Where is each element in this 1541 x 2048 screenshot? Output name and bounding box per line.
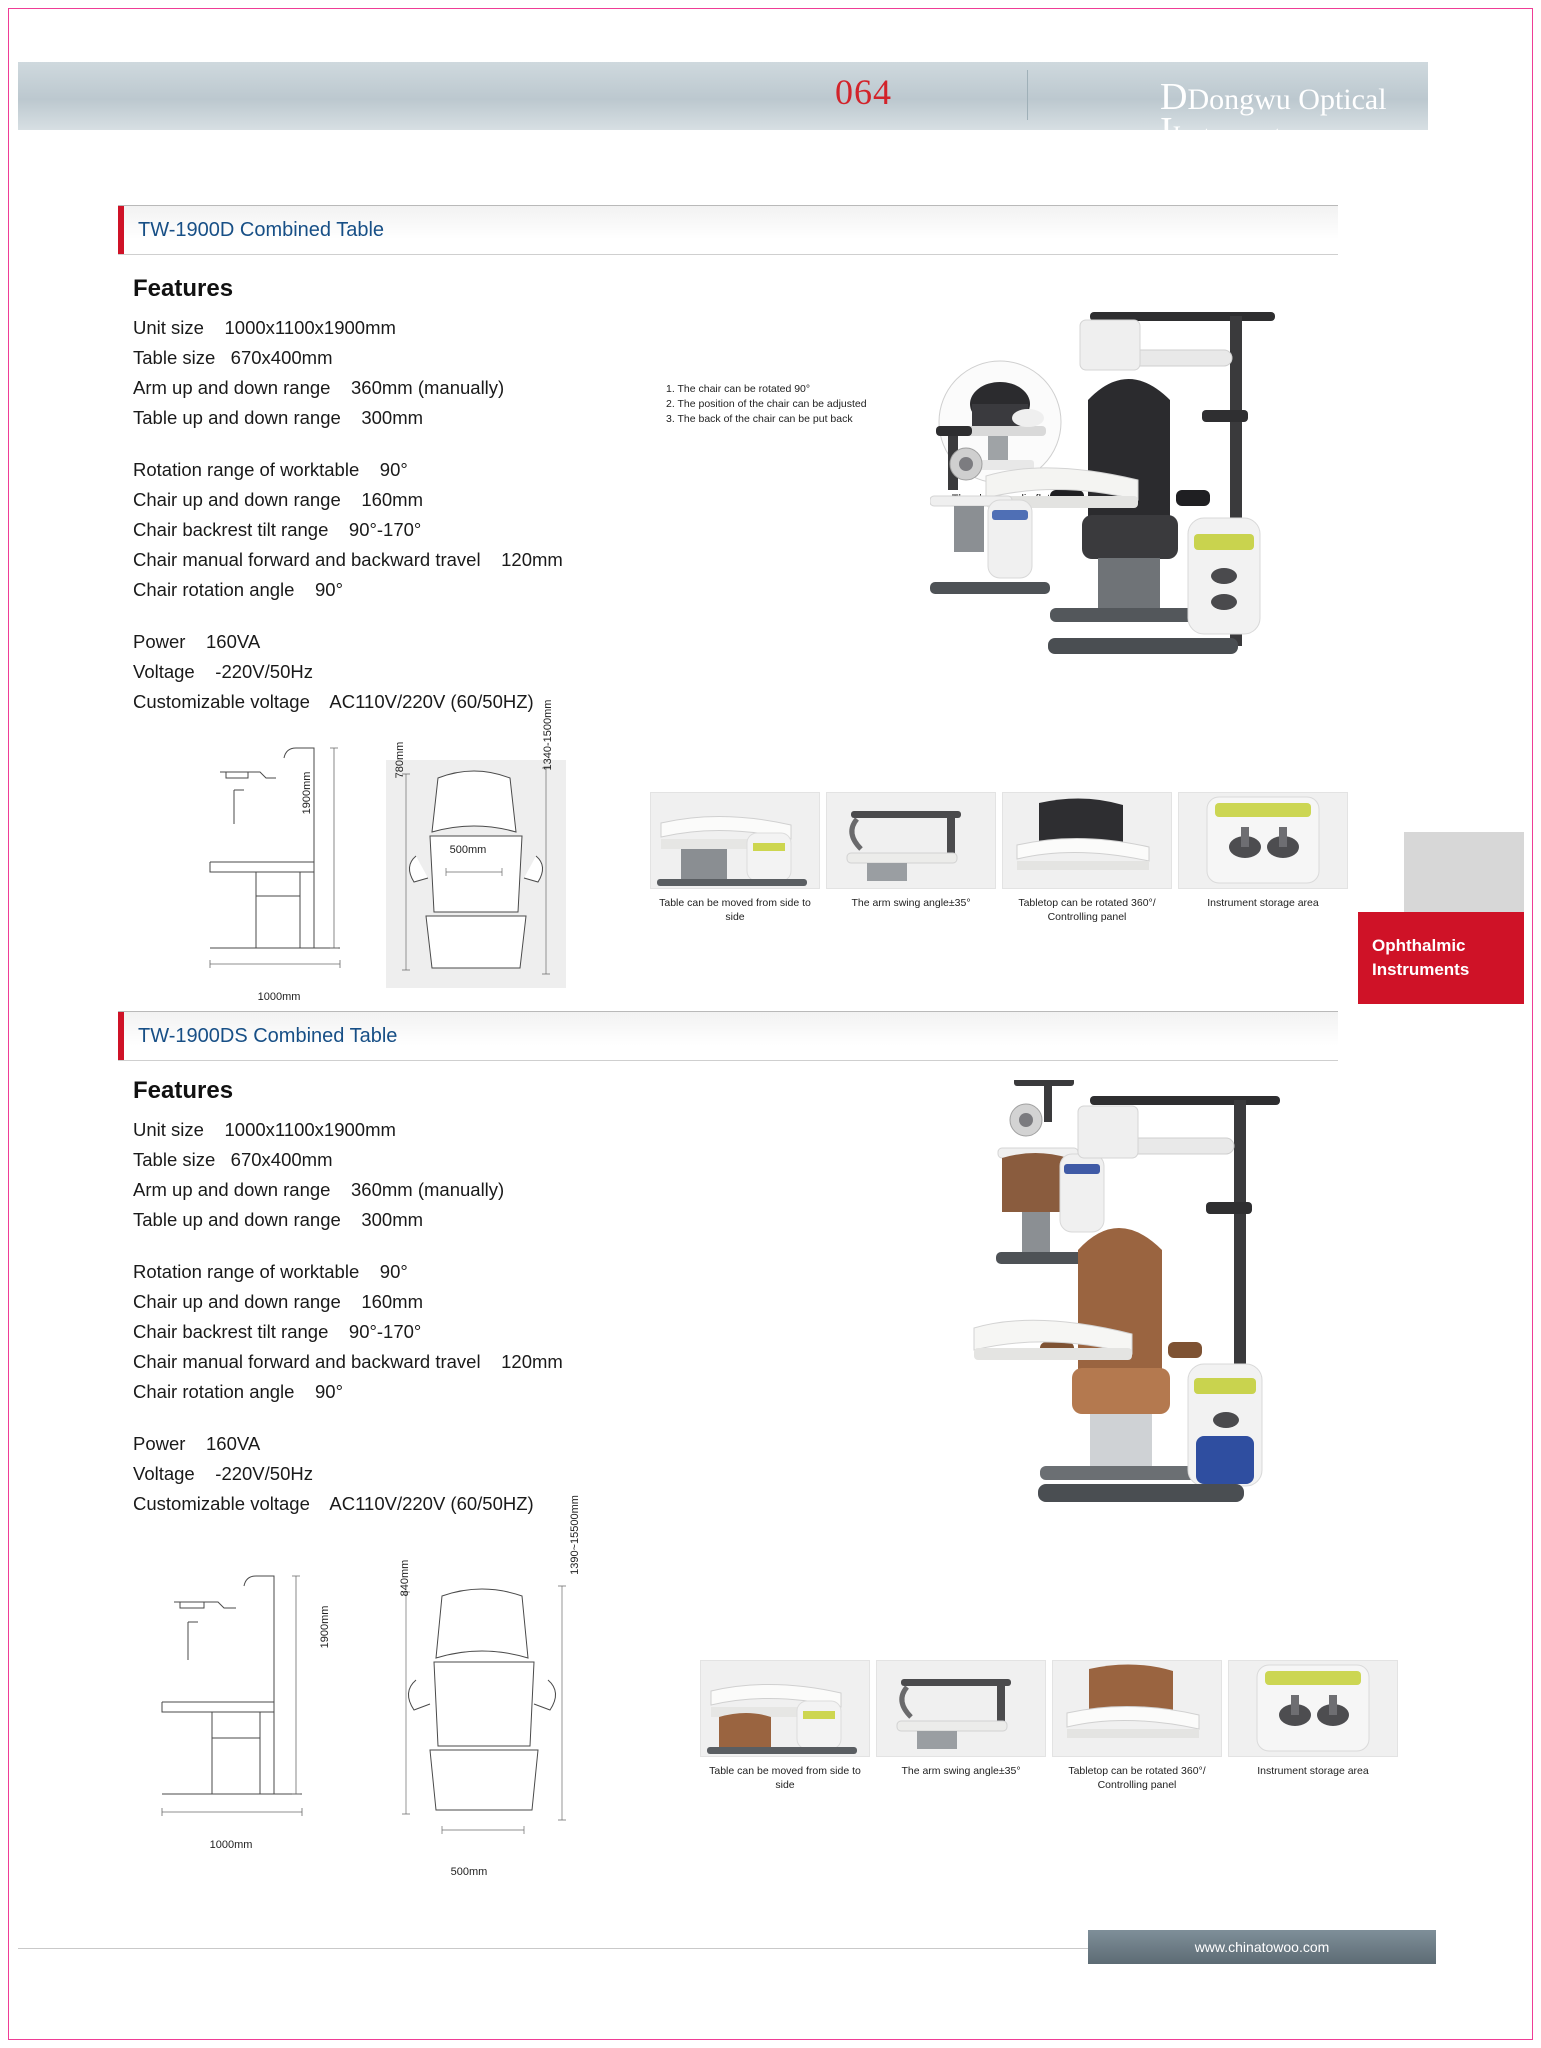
- spec-line: Chair rotation angle 90°: [133, 1381, 343, 1402]
- chair-note: 3. The back of the chair can be put back: [666, 413, 853, 425]
- dim-label-top-inner: 780mm: [394, 741, 406, 779]
- thumbnail-item: [650, 792, 820, 924]
- spec-line: Table up and down range 300mm: [133, 407, 424, 428]
- spec-line: Rotation range of worktable 90°: [133, 459, 408, 480]
- thumbnail-image-table-slide: [700, 1660, 870, 1757]
- thumbnail-item: [700, 1660, 870, 1792]
- thumbnail-row-tw1900ds: [700, 1660, 1398, 1792]
- thumbnail-caption: Instrument storage area: [1257, 1765, 1369, 1777]
- spec-line: Power 160VA: [133, 1433, 261, 1454]
- spec-line: Arm up and down range 360mm (manually): [133, 1179, 505, 1200]
- thumbnail-caption: Table can be moved from side to side: [659, 897, 811, 923]
- spec-gap: [133, 605, 563, 627]
- thumbnail-image-arm-swing: [826, 792, 996, 889]
- spec-line: Chair manual forward and backward travel 120mm: [133, 549, 563, 570]
- section-title-text: TW-1900DS Combined Table: [138, 1025, 398, 1047]
- dim-label-front-width: 1000mm: [257, 991, 301, 1003]
- section-title-tw1900ds: [118, 1011, 1338, 1061]
- drawing-top-view-tw1900d: [386, 760, 566, 988]
- footer-divider: [18, 1948, 1088, 1949]
- thumbnail-item: [1052, 1660, 1222, 1792]
- spec-line: Unit size 1000x1100x1900mm: [133, 317, 396, 338]
- spec-line: Table size 670x400mm: [133, 347, 333, 368]
- thumbnail-item: [876, 1660, 1046, 1792]
- brand-initial-i: I: [1160, 110, 1173, 152]
- thumbnail-item: [1228, 1660, 1398, 1792]
- brand-line1-text: Dongwu Optical: [1187, 83, 1387, 116]
- brand-initial-d: D: [1160, 76, 1188, 118]
- thumbnail-row-tw1900d: [650, 792, 1348, 924]
- header-divider: [1027, 70, 1028, 120]
- section-title-text: TW-1900D Combined Table: [138, 219, 385, 241]
- side-tab-line2: Instruments: [1372, 960, 1470, 979]
- dim-label-front-height: 1900mm: [319, 1605, 331, 1649]
- thumbnail-item: [1002, 792, 1172, 924]
- thumbnail-caption: The arm swing angle±35°: [851, 897, 971, 909]
- brand-line2-text: Instrument: [1172, 122, 1281, 149]
- brand-logo-line1: [1160, 78, 1428, 116]
- spec-line: Unit size 1000x1100x1900mm: [133, 1119, 396, 1140]
- spec-line: Customizable voltage AC110V/220V (60/50HZ): [133, 691, 534, 712]
- spec-gap: [133, 1407, 563, 1429]
- spec-line: Table size 670x400mm: [133, 1149, 333, 1170]
- spec-line: Voltage -220V/50Hz: [133, 1463, 313, 1484]
- spec-line: Arm up and down range 360mm (manually): [133, 377, 505, 398]
- dim-label-top-seat: 500mm: [449, 844, 487, 856]
- spec-line: Voltage -220V/50Hz: [133, 661, 313, 682]
- thumbnail-caption: Table can be moved from side to side: [709, 1765, 861, 1791]
- thumbnail-item: [826, 792, 996, 924]
- dim-label-top-inner: 840mm: [399, 1559, 411, 1597]
- spec-gap: [133, 433, 563, 455]
- spec-gap: [133, 1235, 563, 1257]
- spec-line: Chair backrest tilt range 90°-170°: [133, 519, 422, 540]
- chair-note: 2. The position of the chair can be adjusted: [666, 398, 867, 410]
- footer-bar: [1088, 1930, 1436, 1964]
- brand-logo-line2: [1160, 112, 1428, 150]
- dim-label-front-width: 1000mm: [209, 1839, 253, 1851]
- drawing-top-view-tw1900ds: [380, 1578, 580, 1834]
- features-block-tw1900ds: [133, 1077, 563, 1519]
- section-accent-bar: [118, 206, 124, 254]
- thumbnail-caption: The arm swing angle±35°: [901, 1765, 1021, 1777]
- spec-line: Chair up and down range 160mm: [133, 1291, 424, 1312]
- thumbnail-image-arm-swing: [876, 1660, 1046, 1757]
- section-title-tw1900d: [118, 205, 1338, 255]
- thumbnail-image-storage-area: [1228, 1660, 1398, 1757]
- spec-line: Rotation range of worktable 90°: [133, 1261, 408, 1282]
- chair-note: 1. The chair can be rotated 90°: [666, 383, 811, 395]
- dim-label-top-range: 1340-1500mm: [542, 699, 554, 771]
- page-number: 064: [835, 72, 892, 112]
- spec-line: Customizable voltage AC110V/220V (60/50HZ): [133, 1493, 534, 1514]
- product-illustration-tw1900ds: [930, 1080, 1370, 1580]
- spec-line: Power 160VA: [133, 631, 261, 652]
- drawing-front-view-tw1900d: [200, 742, 360, 982]
- features-block-tw1900d: [133, 275, 563, 717]
- thumbnail-image-table-slide: [650, 792, 820, 889]
- spec-line: Chair backrest tilt range 90°-170°: [133, 1321, 422, 1342]
- dim-label-top-range: 1390~15500mm: [569, 1495, 581, 1575]
- chair-notes-list: [666, 382, 906, 427]
- thumbnail-image-storage-area: [1178, 792, 1348, 889]
- side-tab-line1: Ophthalmic: [1372, 936, 1466, 955]
- features-heading: Features: [133, 1077, 234, 1104]
- thumbnail-image-tabletop-rotate: [1052, 1660, 1222, 1757]
- brand-logo: [1160, 76, 1428, 152]
- section-accent-bar: [118, 1012, 124, 1060]
- features-heading: Features: [133, 275, 234, 302]
- thumbnail-caption: Tabletop can be rotated 360°/ Controlling panel: [1068, 1765, 1206, 1791]
- side-tab-ophthalmic-instruments: [1358, 912, 1524, 1004]
- footer-website-url: www.chinatowoo.com: [1194, 1939, 1330, 1955]
- spec-line: Chair rotation angle 90°: [133, 579, 343, 600]
- spec-line: Chair up and down range 160mm: [133, 489, 424, 510]
- thumbnail-caption: Tabletop can be rotated 360°/ Controlling panel: [1018, 897, 1156, 923]
- thumbnail-image-tabletop-rotate: [1002, 792, 1172, 889]
- side-tab-shadow: [1404, 832, 1524, 912]
- dim-label-front-height: 1900mm: [301, 771, 313, 815]
- spec-line: Chair manual forward and backward travel 120mm: [133, 1351, 563, 1372]
- thumbnail-caption: Instrument storage area: [1207, 897, 1319, 909]
- product-illustration-tw1900d: [930, 290, 1370, 760]
- thumbnail-item: [1178, 792, 1348, 924]
- dim-label-top-seat: 500mm: [450, 1866, 488, 1878]
- spec-line: Table up and down range 300mm: [133, 1209, 424, 1230]
- drawing-front-view-tw1900ds: [150, 1570, 330, 1830]
